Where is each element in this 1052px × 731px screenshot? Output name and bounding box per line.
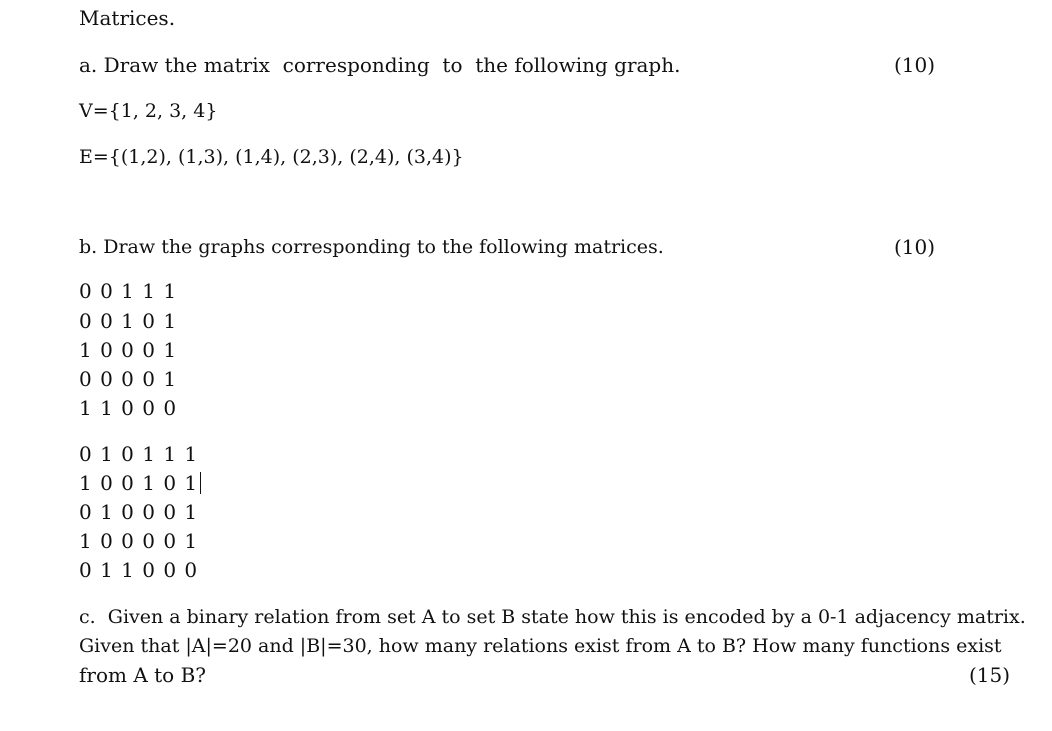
part-c-line-2: Given that |A|=20 and |B|=30, how many relations exist from A to B? How many functions exist — [79, 635, 1002, 657]
part-c-line-3: from A to B? — [79, 663, 206, 687]
text-cursor — [200, 472, 201, 494]
part-b-prompt: b. Draw the graphs corresponding to the following matrices. — [79, 236, 664, 258]
matrix-1-row: 0 0 1 0 1 — [79, 309, 178, 333]
part-a-marks: (10) — [894, 53, 936, 77]
edge-set: E={(1,2), (1,3), (1,4), (2,3), (2,4), (3,4)} — [79, 146, 464, 168]
matrix-1-row: 0 0 0 0 1 — [79, 367, 178, 391]
matrix-1-row: 1 1 0 0 0 — [79, 396, 178, 420]
part-b-marks: (10) — [894, 235, 936, 259]
section-heading: Matrices. — [79, 6, 176, 30]
matrix-2-row-text: 1 0 0 1 0 1 — [79, 471, 199, 495]
part-c-marks: (15) — [969, 663, 1011, 687]
matrix-2-row: 1 0 0 0 0 1 — [79, 529, 199, 553]
matrix-2-row: 0 1 0 0 0 1 — [79, 500, 199, 524]
part-a-prompt: a. Draw the matrix corresponding to the following graph. — [79, 53, 681, 77]
part-c-line-1: c. Given a binary relation from set A to set B state how this is encoded by a 0-1 adjacency matrix. — [79, 606, 1026, 628]
matrix-2-row-with-cursor[interactable] — [79, 471, 201, 495]
matrix-1-row: 0 0 1 1 1 — [79, 279, 178, 303]
vertex-set: V={1, 2, 3, 4} — [79, 100, 218, 122]
matrix-1-row: 1 0 0 0 1 — [79, 338, 178, 362]
matrix-2-row: 0 1 1 0 0 0 — [79, 558, 199, 582]
matrix-2-row: 0 1 0 1 1 1 — [79, 442, 199, 466]
